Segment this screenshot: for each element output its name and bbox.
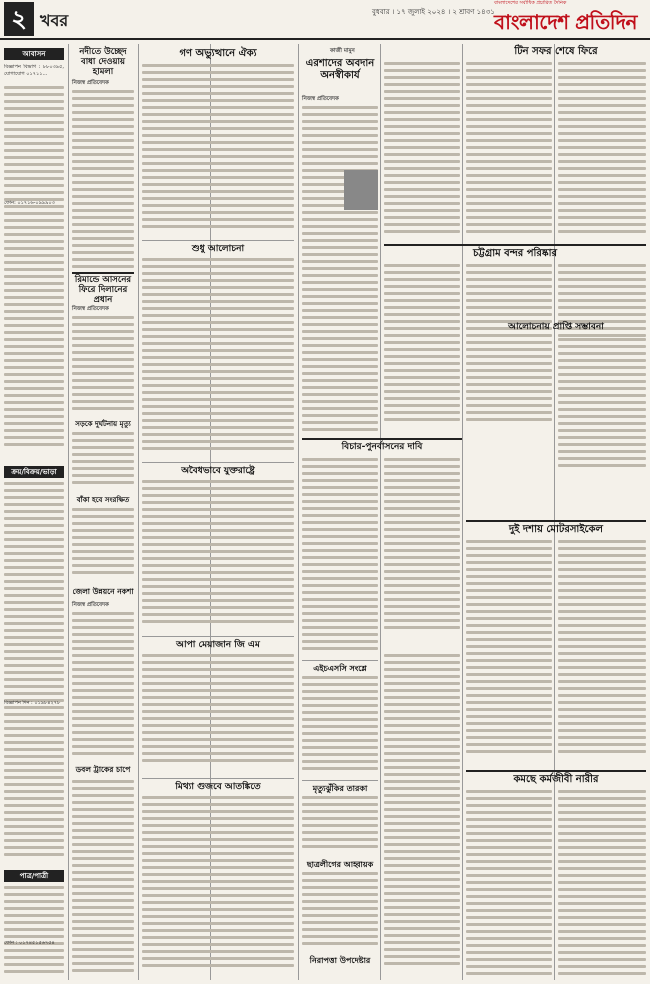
article-body [384, 458, 460, 638]
article-body [466, 540, 552, 760]
column-rule [298, 44, 299, 980]
article-body [302, 796, 378, 856]
portrait-photo [344, 170, 378, 210]
divider [384, 244, 646, 246]
divider [142, 636, 294, 637]
article-body [302, 872, 378, 952]
divider [466, 770, 646, 772]
newspaper-logo: বাংলাদেশ প্রতিদিন [494, 10, 637, 34]
byline: নিজস্ব প্রতিবেদক [72, 80, 109, 86]
article-body [302, 676, 378, 776]
article-body [72, 508, 134, 584]
headline: নদীতে উচ্ছেদ বাধা দেওয়ায় হামলা [79, 47, 127, 77]
column-rule [380, 44, 381, 980]
classified-lines [4, 886, 64, 980]
headline: নিরাপত্তা উপদেষ্টার [309, 955, 371, 965]
classified-heading: ক্রয়/বিক্রয়/ভাড়া [4, 466, 64, 478]
article-body [558, 338, 646, 478]
article-body [466, 790, 552, 980]
article-body [384, 62, 460, 242]
divider [142, 240, 294, 241]
headline: আপা মেয়াজান জি এম [176, 640, 260, 650]
classified-heading: পাত্র/পাত্রী [4, 870, 64, 882]
article-body [558, 540, 646, 760]
article-body [72, 90, 134, 270]
classified-lines [4, 482, 64, 862]
classified-phone: বিজ্ঞাপন দিন : ০১৯৮৪২৭৮ [4, 700, 61, 706]
headline: ডবল ট্রাকের চাপে [75, 765, 131, 774]
logo-tagline: বাংলাদেশের সর্বাধিক প্রচারিত দৈনিক [494, 0, 567, 6]
writer-name: কাজী মামুন [330, 48, 355, 54]
masthead [0, 0, 650, 40]
article-body [72, 432, 134, 492]
headline: রিমান্ডে আসনের ফিরে দিলানের প্রধান [74, 275, 132, 305]
divider [302, 780, 378, 781]
classified-phone: ফোন: ০১৭১৬-০৯৯৯০৩ [4, 200, 55, 206]
byline: নিজস্ব প্রতিবেদক [72, 602, 109, 608]
headline: এরশাদের অবদান অনস্বীকার্য [305, 58, 375, 81]
page-number: ২ [4, 2, 34, 36]
divider [142, 778, 294, 779]
article-body [384, 654, 460, 974]
divider [466, 520, 646, 522]
article-body [558, 790, 646, 980]
article-body [72, 780, 134, 980]
headline: ছাত্রলীগের আহ্বায়ক [306, 859, 374, 869]
headline: সড়কে দুর্ঘটনায় মৃত্যু [75, 419, 131, 428]
headline: গণ অভ্যুত্থানে ঐক্য [179, 48, 257, 59]
headline: জেলা উন্নয়নে নকশা [72, 587, 134, 596]
divider [72, 272, 134, 274]
headline: মৃত্যুঝুঁকির তারকা [312, 783, 368, 793]
classified-phone: ফোন : ০১৭৪৫১৫৬৭৫৪ [4, 940, 55, 946]
headline: বাঁকা হবে সংরক্ষিত [76, 495, 130, 504]
headline: মিথ্যা গুজবে আতঙ্কিতে [175, 782, 261, 792]
article-body [142, 258, 294, 458]
article-body [72, 612, 134, 762]
article-body [302, 106, 378, 436]
article-body [142, 654, 294, 774]
divider [302, 438, 462, 440]
headline: এইচএসসি সংশ্লে [313, 663, 367, 673]
article-body [384, 264, 460, 434]
article-body [558, 62, 646, 242]
article-body [142, 796, 294, 980]
byline: নিজস্ব প্রতিবেদক [302, 96, 339, 102]
article-body [466, 62, 552, 242]
article-body [72, 316, 134, 416]
headline: অবৈধভাবে যুক্তরাষ্ট্রে [181, 466, 255, 476]
article-body [302, 458, 378, 658]
dateline: বুধবার । ১৭ জুলাই ২০২৪ । ২ শ্রাবণ ১৪৩১ [372, 8, 495, 16]
headline: টিন সফর শেষে ফিরে [514, 46, 598, 57]
divider [142, 462, 294, 463]
headline: দুই দশায় মোটরসাইকেল [508, 524, 603, 535]
column-rule [462, 44, 463, 980]
article-body [142, 64, 294, 234]
divider [302, 660, 378, 661]
section-name: খবর [40, 11, 69, 30]
article-body [142, 480, 294, 630]
column-rule [68, 44, 69, 980]
headline: বিচার-পুনর্বাসনের দাবি [341, 442, 423, 452]
article-body [466, 264, 552, 434]
classified-text: বিজ্ঞাপন বিভাগ : ৮৮০৩৯৫, যোগাযোগ ০১৭১১... [4, 64, 64, 77]
column-rule [138, 44, 139, 980]
headline: শুধু আলোচনা [191, 244, 245, 254]
byline: নিজস্ব প্রতিবেদক [72, 306, 109, 312]
column-rule [554, 44, 555, 980]
classified-heading: আবাসন [4, 48, 64, 60]
headline: আলোচনায় প্রাপ্তি সম্ভাবনা [508, 322, 604, 332]
classified-lines [4, 86, 64, 456]
headline: চট্টগ্রাম বন্দর পরিষ্কার [473, 248, 557, 259]
headline: কমছে কর্মজীবী নারীর [513, 774, 599, 785]
